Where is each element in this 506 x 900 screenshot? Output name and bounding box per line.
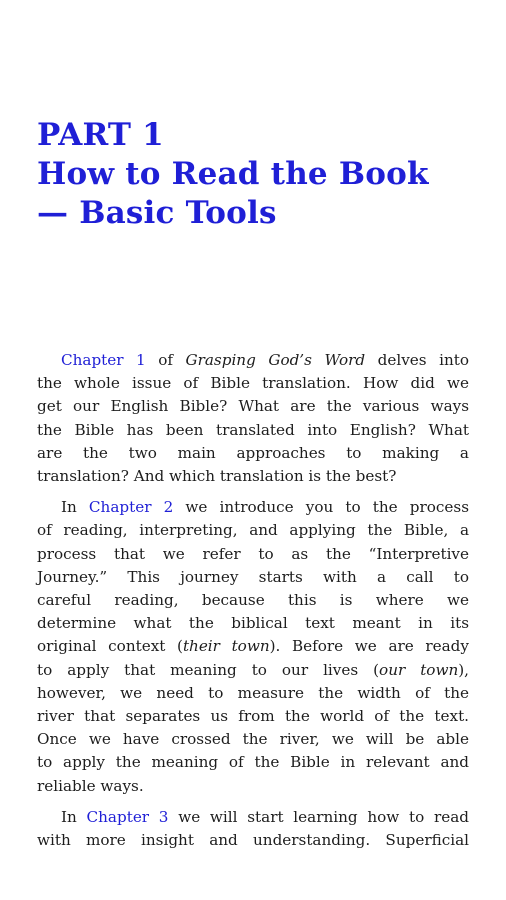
text-line (37, 496, 469, 519)
text-fragment: original context ( (37, 637, 183, 656)
text-line: get our English Bible? What are the various ways (37, 397, 469, 416)
paragraph-chapter-1 (37, 349, 469, 488)
text-line: Once we have crossed the river, we will be able (37, 730, 469, 749)
paragraph-chapter-3 (37, 806, 469, 852)
text-line: the Bible has been translated into English? What (37, 420, 469, 439)
chapter-2-link[interactable]: Chapter 2 (88, 498, 174, 517)
emphasis-text: our town (379, 660, 459, 679)
text-line (37, 349, 469, 372)
body-text (37, 349, 469, 860)
text-line (37, 659, 469, 682)
part-title-line-1: How to Read the Book (37, 156, 429, 192)
text-line: river that separates us from the world of the text. (37, 707, 469, 726)
part-number: PART 1 (37, 117, 164, 153)
text-line: are the two main approaches to making a (37, 443, 469, 462)
text-fragment: to apply that meaning to our lives ( (37, 660, 380, 679)
text-line: determine what the biblical text meant in its (37, 614, 469, 633)
text-line: careful reading, because this is where we (37, 591, 469, 610)
text-fragment: delves into (365, 351, 469, 369)
text-line: Journey.” This journey starts with a call to (37, 567, 469, 586)
chapter-1-link[interactable]: Chapter 1 (61, 351, 146, 369)
text-line: however, we need to measure the width of the (37, 683, 469, 702)
text-line: process that we refer to as the “Interpretive (37, 544, 469, 563)
text-fragment: In (61, 498, 89, 517)
part-heading (37, 116, 477, 233)
text-line: with more insight and understanding. Superficial (37, 831, 469, 850)
text-line (37, 635, 469, 658)
text-fragment: we will start learning how to read (168, 807, 470, 826)
text-fragment: of (145, 351, 186, 369)
text-line: translation? And which translation is the best? (37, 467, 397, 486)
text-line: to apply the meaning of the Bible in relevant and (37, 753, 469, 772)
emphasis-text: their town (182, 637, 270, 656)
text-line: the whole issue of Bible translation. How did we (37, 374, 469, 393)
text-fragment: ), (458, 660, 469, 679)
chapter-3-link[interactable]: Chapter 3 (86, 807, 169, 826)
text-fragment: we introduce you to the process (173, 498, 469, 517)
text-fragment: In (61, 807, 87, 826)
text-line: of reading, interpreting, and applying the Bible, a (37, 521, 469, 540)
part-title-line-2: — Basic Tools (37, 195, 277, 231)
text-fragment: ). Before we are ready (269, 637, 469, 656)
book-title: Grasping God’s Word (185, 351, 366, 369)
paragraph-chapter-2 (37, 496, 469, 798)
text-line: reliable ways. (37, 776, 144, 795)
text-line (37, 806, 469, 829)
